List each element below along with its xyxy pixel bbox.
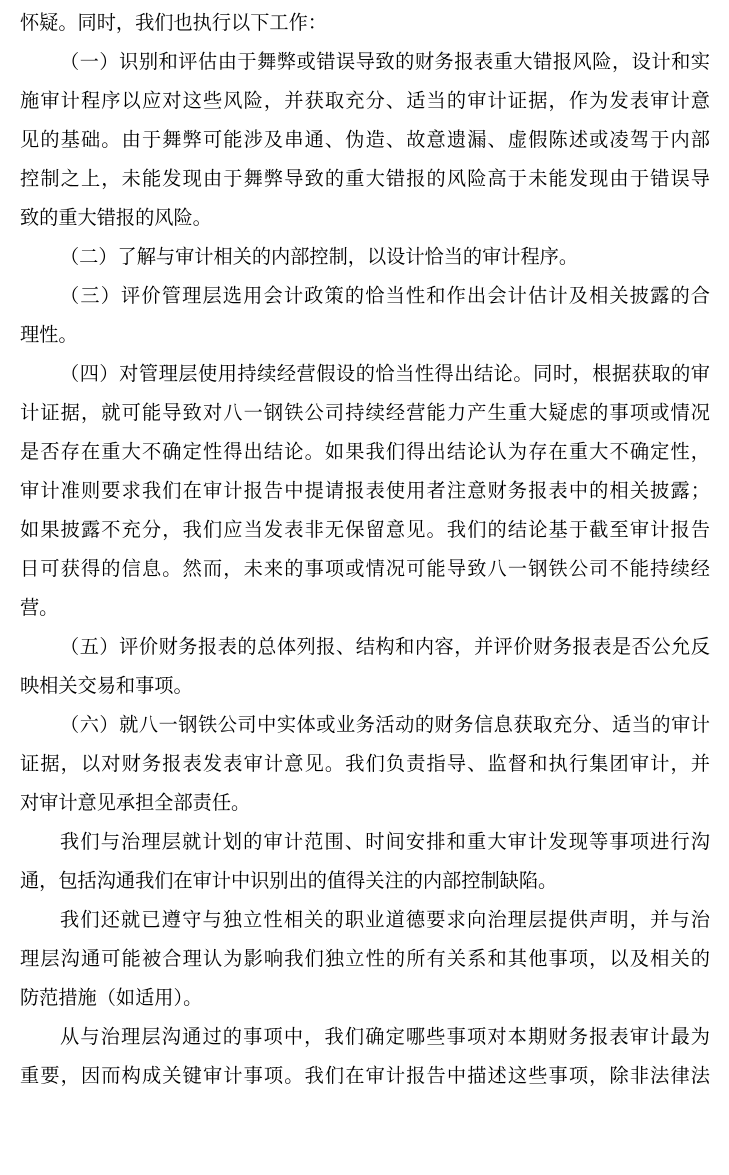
text-line: 从与治理层沟通过的事项中，我们确定哪些事项对本期财务报表审计最为 xyxy=(60,1025,710,1048)
text-line: 是否存在重大不确定性得出结论。如果我们得出结论认为存在重大不确定性， xyxy=(20,440,710,463)
text-line: 致的重大错报的风险。 xyxy=(20,206,212,229)
text-line: （五）评价财务报表的总体列报、结构和内容，并评价财务报表是否公允反 xyxy=(60,635,710,658)
text-line: （六）就八一钢铁公司中实体或业务活动的财务信息获取充分、适当的审计 xyxy=(60,713,710,736)
text-line: （三）评价管理层选用会计政策的恰当性和作出会计估计及相关披露的合 xyxy=(60,284,710,307)
text-line: 对审计意见承担全部责任。 xyxy=(20,791,251,814)
text-line: 重要，因而构成关键审计事项。我们在审计报告中描述这些事项，除非法律法 xyxy=(20,1064,710,1087)
text-line: 我们与治理层就计划的审计范围、时间安排和重大审计发现等事项进行沟 xyxy=(60,830,710,853)
text-line: 防范措施（如适用）。 xyxy=(20,986,203,1009)
text-line: 理性。 xyxy=(20,323,78,346)
text-line: 映相关交易和事项。 xyxy=(20,674,193,697)
text-line: 通，包括沟通我们在审计中识别出的值得关注的内部控制缺陷。 xyxy=(20,869,558,892)
text-line: 如果披露不充分，我们应当发表非无保留意见。我们的结论基于截至审计报告 xyxy=(20,518,710,541)
text-line: （一）识别和评估由于舞弊或错误导致的财务报表重大错报风险，设计和实 xyxy=(60,50,710,73)
text-line: 理层沟通可能被合理认为影响我们独立性的所有关系和其他事项，以及相关的 xyxy=(20,947,710,970)
text-line: 施审计程序以应对这些风险，并获取充分、适当的审计证据，作为发表审计意 xyxy=(20,89,710,112)
text-line: 营。 xyxy=(20,596,59,619)
text-line: 我们还就已遵守与独立性相关的职业道德要求向治理层提供声明，并与治 xyxy=(60,908,710,931)
text-line: 怀疑。同时，我们也执行以下工作： xyxy=(20,11,327,34)
text-line: 计证据，就可能导致对八一钢铁公司持续经营能力产生重大疑虑的事项或情况 xyxy=(20,401,710,424)
text-line: 审计准则要求我们在审计报告中提请报表使用者注意财务报表中的相关披露； xyxy=(20,479,710,502)
text-line: 见的基础。由于舞弊可能涉及串通、伪造、故意遗漏、虚假陈述或凌驾于内部 xyxy=(20,128,710,151)
text-line: 日可获得的信息。然而，未来的事项或情况可能导致八一钢铁公司不能持续经 xyxy=(20,557,710,580)
text-line: （二）了解与审计相关的内部控制，以设计恰当的审计程序。 xyxy=(60,245,579,268)
text-line: 控制之上，未能发现由于舞弊导致的重大错报的风险高于未能发现由于错误导 xyxy=(20,167,710,190)
text-line: （四）对管理层使用持续经营假设的恰当性得出结论。同时，根据获取的审 xyxy=(60,362,710,385)
text-line: 证据，以对财务报表发表审计意见。我们负责指导、监督和执行集团审计，并 xyxy=(20,752,710,775)
